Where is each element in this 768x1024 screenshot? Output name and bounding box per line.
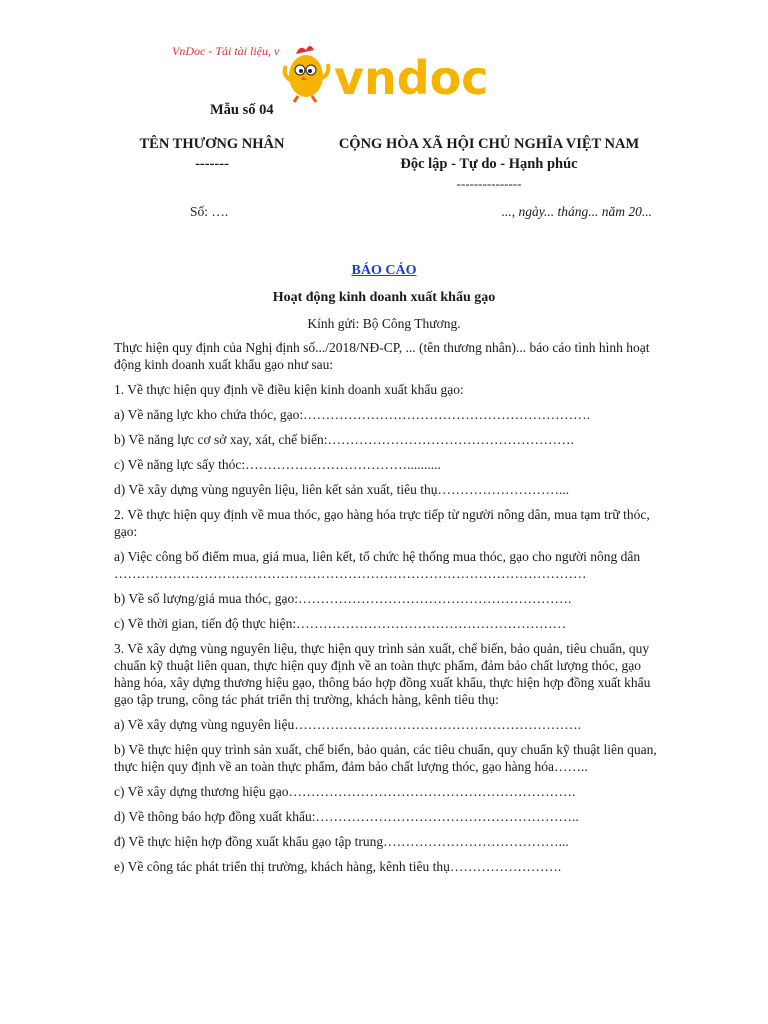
vndoc-logo bbox=[276, 40, 492, 106]
document-date: ..., ngày... tháng... năm 20... bbox=[501, 204, 652, 219]
watermark-text: VnDoc - Tải tài liệu, v bbox=[172, 44, 280, 58]
section-3-item-d: d) Về thông báo hợp đồng xuất khẩu:………………………………………………….. bbox=[114, 809, 579, 824]
motto-divider: --------------- bbox=[456, 176, 522, 191]
intro-paragraph: Thực hiện quy định của Nghị định số.../2018/NĐ-CP, ... (tên thương nhân)... báo cáo tình hình hoạt động kinh doanh xuất khẩu gạo như sau: bbox=[114, 340, 650, 372]
document-number: Số: …. bbox=[190, 204, 229, 219]
section-1-heading: 1. Về thực hiện quy định về điều kiện kinh doanh xuất khẩu gạo: bbox=[114, 382, 464, 397]
section-2-item-b: b) Về số lượng/giá mua thóc, gạo:……………………………………………………. bbox=[114, 591, 572, 606]
section-2-heading: 2. Về thực hiện quy định về mua thóc, gạo hàng hóa trực tiếp từ người nông dân, mua tạm trữ thóc, gạo: bbox=[114, 507, 650, 539]
nation-name: CỘNG HÒA XÃ HỘI CHỦ NGHĨA VIỆT NAM bbox=[338, 136, 640, 152]
report-title[interactable]: BÁO CÁO bbox=[351, 263, 417, 278]
section-1-item-b: b) Về năng lực cơ sở xay, xát, chế biến:………………………………………………. bbox=[114, 432, 574, 447]
nation-block bbox=[318, 134, 660, 194]
section-2-item-a: a) Việc công bố điểm mua, giá mua, liên kết, tổ chức hệ thống mua thóc, gạo cho người nông dân …………………………………………………………………………………………… bbox=[114, 549, 641, 581]
report-recipient: Kính gửi: Bộ Công Thương. bbox=[307, 316, 461, 331]
report-subtitle: Hoạt động kinh doanh xuất khẩu gạo bbox=[272, 290, 496, 305]
section-3-item-e: e) Về công tác phát triển thị trường, khách hàng, kênh tiêu thụ……………………. bbox=[114, 859, 562, 874]
logo-wordmark: vndoc bbox=[334, 51, 489, 105]
section-1-item-a: a) Về năng lực kho chứa thóc, gạo:………………………………………………………. bbox=[114, 407, 590, 422]
section-3-item-a: a) Về xây dựng vùng nguyên liệu………………………………………………………. bbox=[114, 717, 582, 732]
section-3-item-b: b) Về thực hiện quy trình sản xuất, chế biến, bảo quản, các tiêu chuẩn, quy chuẩn kỹ thuật liên quan, thực hiện quy định về an toàn thực phẩm, đảm bảo chất lượng thóc, gạo hàng hóa…….. bbox=[114, 742, 657, 774]
form-number: Mẫu số 04 bbox=[210, 102, 274, 118]
section-3-item-c: c) Về xây dựng thương hiệu gạo………………………………………………………. bbox=[114, 784, 576, 799]
chick-mascot-icon bbox=[285, 46, 329, 102]
section-2-item-c: c) Về thời gian, tiến độ thực hiện:…………………………………………………… bbox=[114, 616, 567, 631]
merchant-divider: ------- bbox=[195, 156, 229, 172]
nation-motto: Độc lập - Tự do - Hạnh phúc bbox=[400, 156, 578, 172]
section-1-item-d: d) Về xây dựng vùng nguyên liệu, liên kết sản xuất, tiêu thụ………………………... bbox=[114, 482, 570, 497]
section-3-item-dd: đ) Về thực hiện hợp đồng xuất khẩu gạo tập trung…………………………………... bbox=[114, 834, 569, 849]
merchant-block bbox=[120, 134, 304, 174]
section-1-item-c: c) Về năng lực sấy thóc:……………………………….......... bbox=[114, 457, 441, 472]
report-body bbox=[114, 339, 660, 883]
merchant-name: TÊN THƯƠNG NHÂN bbox=[139, 136, 285, 152]
section-3-heading: 3. Về xây dựng vùng nguyên liệu, thực hiện quy trình sản xuất, chế biến, bảo quản, tiêu chuẩn, quy chuẩn kỹ thuật liên quan, thực hiện quy định về an toàn thực phẩm, đảm bảo chất lượng thóc, gạo hàng hóa, xây dựng thương hiệu gạo, thông báo hợp đồng xuất khẩu, thực hiện hợp đồng xuất khẩu gạo tập trung, công tác phát triển thị trường, khách hàng, kênh tiêu thụ: bbox=[114, 641, 651, 707]
